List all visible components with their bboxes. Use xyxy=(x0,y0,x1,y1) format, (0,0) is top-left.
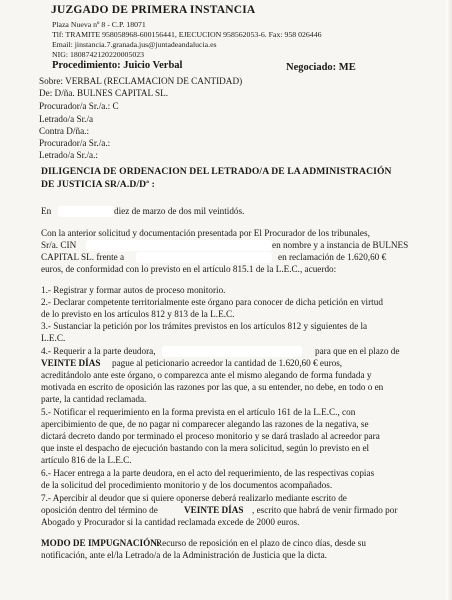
impugnacion-line-1: Recurso de reposición en el plazo de cinco días, desde su xyxy=(156,538,366,548)
letrado-plaintiff: Letrado/a Sr./a xyxy=(39,114,94,124)
point-1: 1.- Registrar y formar autos de proceso monitorio. xyxy=(41,285,226,295)
procedure-subject: Sobre: VERBAL (RECLAMACION DE CANTIDAD) xyxy=(39,76,243,86)
redaction-mark xyxy=(58,206,114,217)
court-phones: Tlf: TRAMITE 958058968-600156441, EJECUCION 958562053-6. Fax: 958 026446 xyxy=(52,30,322,39)
diligencia-title-line2: DE JUSTICIA SR/A.D/Dª : xyxy=(41,179,155,190)
point-6-line-2: de la solicitud del procedimiento monitorio y de los documentos acompañados. xyxy=(41,480,333,490)
intro-line-3b: en reclamación de 1.620,60 € xyxy=(278,252,387,262)
point-4-deadline: VEINTE DÍAS xyxy=(41,358,101,368)
point-4-line-1b: para que en el plazo de xyxy=(315,346,400,356)
intro-line-1: Con la anterior solicitud y documentación presentada por El Procurador de los tribunales, xyxy=(41,228,370,238)
intro-line-2b: en nombre y a instancia de BULNES xyxy=(272,240,409,250)
point-4-line-4: motivada en escrito de oposición las razones por las que, a su entender, no debe, en todo o en xyxy=(41,382,384,392)
impugnacion-label: MODO DE IMPUGNACIÓN: xyxy=(41,538,160,548)
diligencia-title-line1: DILIGENCIA DE ORDENACION DEL LETRADO/A DE LA ADMINISTRACIÓN xyxy=(41,166,392,177)
point-3-line-1: 3.- Sustanciar la petición por los trámites previstos en los artículos 812 y siguientes de la xyxy=(41,321,368,331)
letrado-defendant: Letrado/a Sr./a.: xyxy=(39,150,98,160)
point-7-line-3: Abogado y Procurador si la cantidad reclamada excede de 2000 euros. xyxy=(41,517,300,527)
redaction-mark xyxy=(162,346,302,357)
point-4-line-5: parte, la cantidad reclamada. xyxy=(41,394,147,404)
point-7-deadline: VEINTE DÍAS xyxy=(184,505,244,515)
point-5-line-2: apercibimiento de que, de no pagar ni comparecer alegando las razones de la negativa, se xyxy=(41,419,369,429)
procedure-label: Procedimiento: Juicio Verbal xyxy=(52,60,183,71)
point-7-line-2a: oposición dentro del término de xyxy=(41,505,158,515)
intro-line-4: euros, de conformidad con lo previsto en el artículo 815.1 de la L.E.C., acuerdo: xyxy=(41,264,337,274)
procurador-defendant: Procurador/a Sr./a.: xyxy=(39,138,111,148)
point-6-line-1: 6.- Hacer entrega a la parte deudora, en el acto del requerimiento, de las respectivas copias xyxy=(41,468,375,478)
point-7-line-1: 7.- Apercibir al deudor que si quiere oponerse deberá realizarlo mediante escrito de xyxy=(41,493,347,503)
point-7-line-2c: , escrito que habrá de venir firmado por xyxy=(252,505,398,515)
court-name: JUZGADO DE PRIMERA INSTANCIA xyxy=(51,4,256,16)
procurador-plaintiff: Procurador/a Sr./a.: C xyxy=(39,101,119,111)
nig-number: NIG: 1808742120220005023 xyxy=(52,50,145,59)
redaction-mark xyxy=(86,240,272,251)
court-email: Email: jinstancia.7.granada.jus@juntadeandalucia.es xyxy=(52,40,217,49)
plaintiff: De: D/ña. BULNES CAPITAL SL. xyxy=(39,88,169,98)
point-2-line-1: 2.- Declarar competente territorialmente este órgano para conocer de dicha petición en virtud xyxy=(41,297,383,307)
date-prefix: En xyxy=(41,206,52,216)
page-edge-shadow xyxy=(446,0,452,600)
impugnacion-line-2: notificación, ante el/la Letrado/a de la Administración de Justicia que la dicta. xyxy=(41,550,327,560)
point-5-line-1: 5.- Notificar el requerimiento en la forma prevista en el artículo 161 de la L.E.C., con xyxy=(41,407,356,417)
point-3-line-2: L.E.C. xyxy=(41,333,66,343)
negociado-label: Negociado: ME xyxy=(286,62,356,73)
point-4-line-2b: pague al peticionario acreedor la cantidad de 1.620,60 € euros, xyxy=(112,358,343,368)
intro-line-2a: Sr/a. CIN xyxy=(41,240,77,250)
defendant: Contra D/ña.: xyxy=(39,126,90,136)
point-5-line-5: artículo 816 de la L.E.C. xyxy=(41,455,132,465)
point-4-line-3: acreditándolo ante este órgano, o comparezca ante el mismo alegando de forma fundada y xyxy=(41,370,372,380)
intro-line-3a: CAPITAL SL. frente a xyxy=(41,252,125,262)
point-2-line-2: de lo previsto en los artículos 812 y 813 de la L.E.C. xyxy=(41,309,235,319)
redaction-mark xyxy=(136,252,272,263)
court-address: Plaza Nueva nº 8 - C.P. 18071 xyxy=(52,20,146,29)
point-5-line-4: que inste el despacho de ejecución bastando con la mera solicitud, según lo previsto en el xyxy=(41,443,370,453)
date-text: diez de marzo de dos mil veintidós. xyxy=(114,206,245,216)
point-4-line-1a: 4.- Requerir a la parte deudora, xyxy=(41,346,156,356)
point-5-line-3: dictará decreto dando por terminado el proceso monitorio y se dará traslado al acreedor para xyxy=(41,431,380,441)
